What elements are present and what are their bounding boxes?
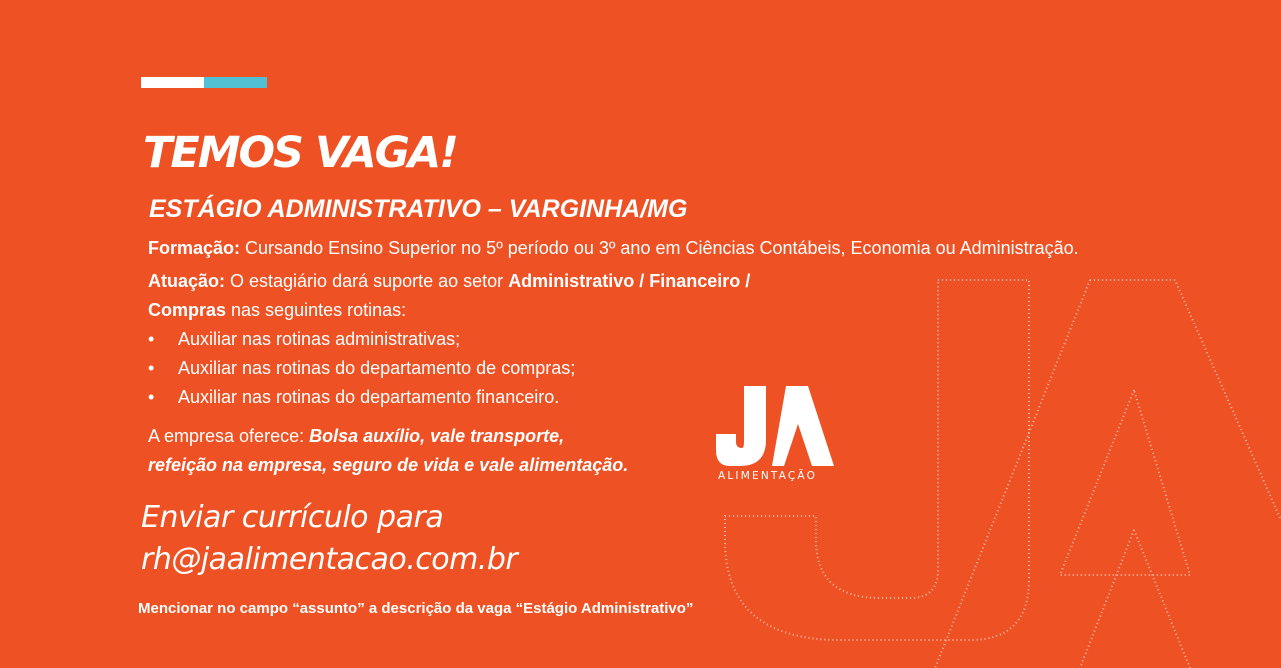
bullet-icon: • bbox=[148, 329, 155, 349]
benefits-intro: A empresa oferece: bbox=[148, 426, 310, 446]
benefits-line-1: Bolsa auxílio, vale transporte, bbox=[309, 426, 565, 446]
ja-logo bbox=[716, 386, 834, 491]
role-text: O estagiário dará suporte ao setor bbox=[225, 271, 509, 291]
duties-list bbox=[148, 325, 575, 412]
list-item bbox=[148, 354, 575, 383]
duty-text: Auxiliar nas rotinas do departamento financeiro. bbox=[178, 387, 560, 407]
headline: TEMOS VAGA! bbox=[143, 128, 457, 178]
cta-text: Enviar currículo para bbox=[141, 500, 444, 535]
accent-bar bbox=[141, 77, 267, 88]
role-line-2 bbox=[148, 299, 406, 321]
accent-bar-blue bbox=[204, 77, 267, 88]
list-item bbox=[148, 383, 575, 412]
bullet-icon: • bbox=[148, 358, 155, 378]
contact-email-link[interactable]: rh@jaalimentacao.com.br bbox=[141, 542, 518, 577]
job-title: ESTÁGIO ADMINISTRATIVO – VARGINHA/MG bbox=[149, 195, 688, 223]
role-line-1 bbox=[148, 270, 750, 292]
education-label: Formação: bbox=[148, 238, 241, 258]
duty-text: Auxiliar nas rotinas administrativas; bbox=[178, 329, 461, 349]
ja-logo-mark bbox=[716, 386, 834, 470]
role-sectors: Administrativo / Financeiro / bbox=[508, 271, 751, 291]
education-line bbox=[148, 237, 1079, 259]
bullet-icon: • bbox=[148, 387, 155, 407]
logo-wordmark: ALIMENTAÇÃO bbox=[718, 470, 818, 482]
accent-bar-white bbox=[141, 77, 204, 88]
role-label: Atuação: bbox=[148, 271, 226, 291]
list-item bbox=[148, 325, 575, 354]
duty-text: Auxiliar nas rotinas do departamento de compras; bbox=[178, 358, 576, 378]
benefits-block bbox=[148, 422, 628, 480]
subject-note: Mencionar no campo “assunto” a descrição da vaga “Estágio Administrativo” bbox=[138, 600, 694, 617]
benefits-line-2: refeição na empresa, seguro de vida e vale alimentação. bbox=[148, 455, 629, 475]
education-text: Cursando Ensino Superior no 5º período ou 3º ano em Ciências Contábeis, Economia ou Administração. bbox=[240, 238, 1079, 258]
role-text-after: nas seguintes rotinas: bbox=[226, 300, 407, 320]
role-sectors-cont: Compras bbox=[148, 300, 227, 320]
